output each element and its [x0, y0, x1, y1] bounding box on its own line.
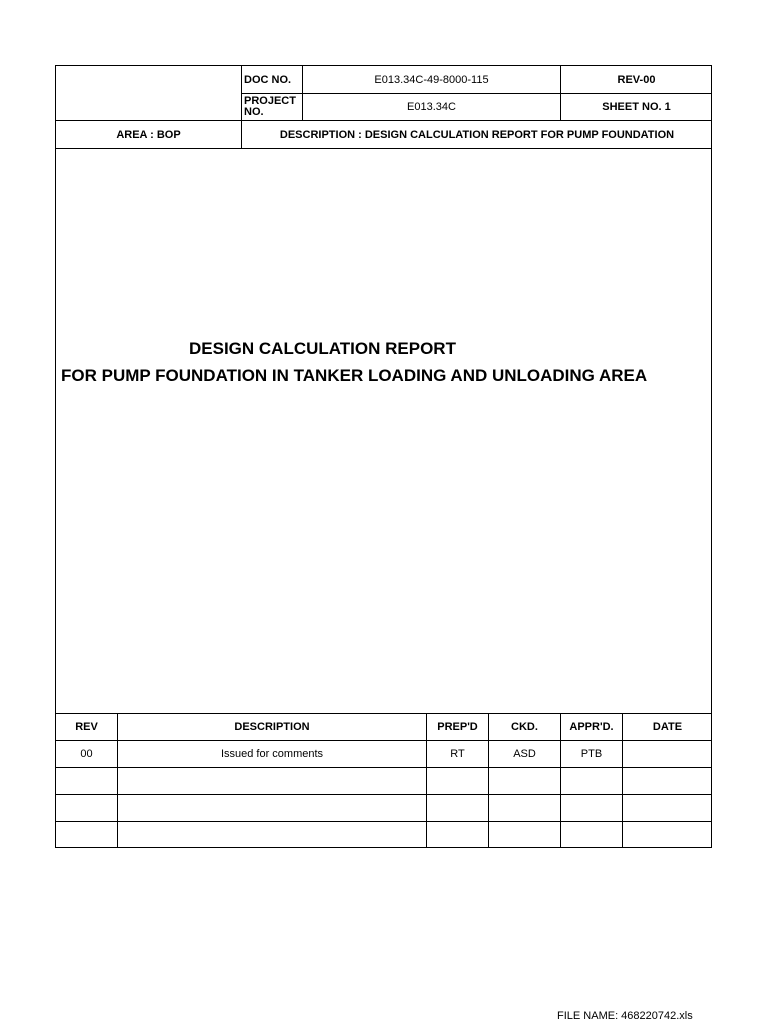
project-no-label	[242, 94, 302, 120]
file-name: FILE NAME: 468220742.xls	[557, 1010, 693, 1022]
header-divider-3	[56, 148, 712, 149]
project-no-label-line2: NO.	[244, 106, 264, 118]
doc-no-value: E013.34C-49-8000-115	[374, 73, 489, 86]
project-no-value: E013.34C	[407, 101, 456, 113]
description-label: DESCRIPTION : DESIGN CALCULATION REPORT FOR PUMP FOUNDATION	[279, 128, 675, 141]
document-sheet	[55, 65, 712, 848]
row-1-date	[623, 741, 712, 767]
prepd-header: PREP'D	[437, 721, 478, 733]
rev-table-row-2	[56, 767, 712, 768]
description-header: DESCRIPTION	[234, 721, 310, 733]
row-1-prepd: RT	[450, 748, 465, 760]
rev-label: REV-00	[617, 73, 656, 86]
doc-no-label: DOC NO.	[244, 73, 292, 86]
ckd-header: CKD.	[511, 721, 538, 733]
rev-table-row-3	[56, 794, 712, 795]
title-line-1: DESIGN CALCULATION REPORT	[189, 339, 456, 358]
row-1-apprd: PTB	[580, 748, 603, 760]
area-label: AREA : BOP	[116, 128, 181, 141]
row-1-ckd: ASD	[513, 748, 536, 760]
rev-table-row-4	[56, 821, 712, 822]
row-1-description: Issued for comments	[220, 748, 324, 760]
row-1-rev: 00	[80, 748, 93, 760]
sheet-no-label: SHEET NO. 1	[602, 101, 671, 113]
apprd-header: APPR'D.	[569, 721, 614, 733]
date-header: DATE	[652, 721, 683, 733]
rev-header: REV	[75, 721, 98, 733]
project-no-label-line1: PROJECT	[244, 95, 296, 107]
title-line-2: FOR PUMP FOUNDATION IN TANKER LOADING AND UNLOADING AREA	[61, 366, 648, 385]
